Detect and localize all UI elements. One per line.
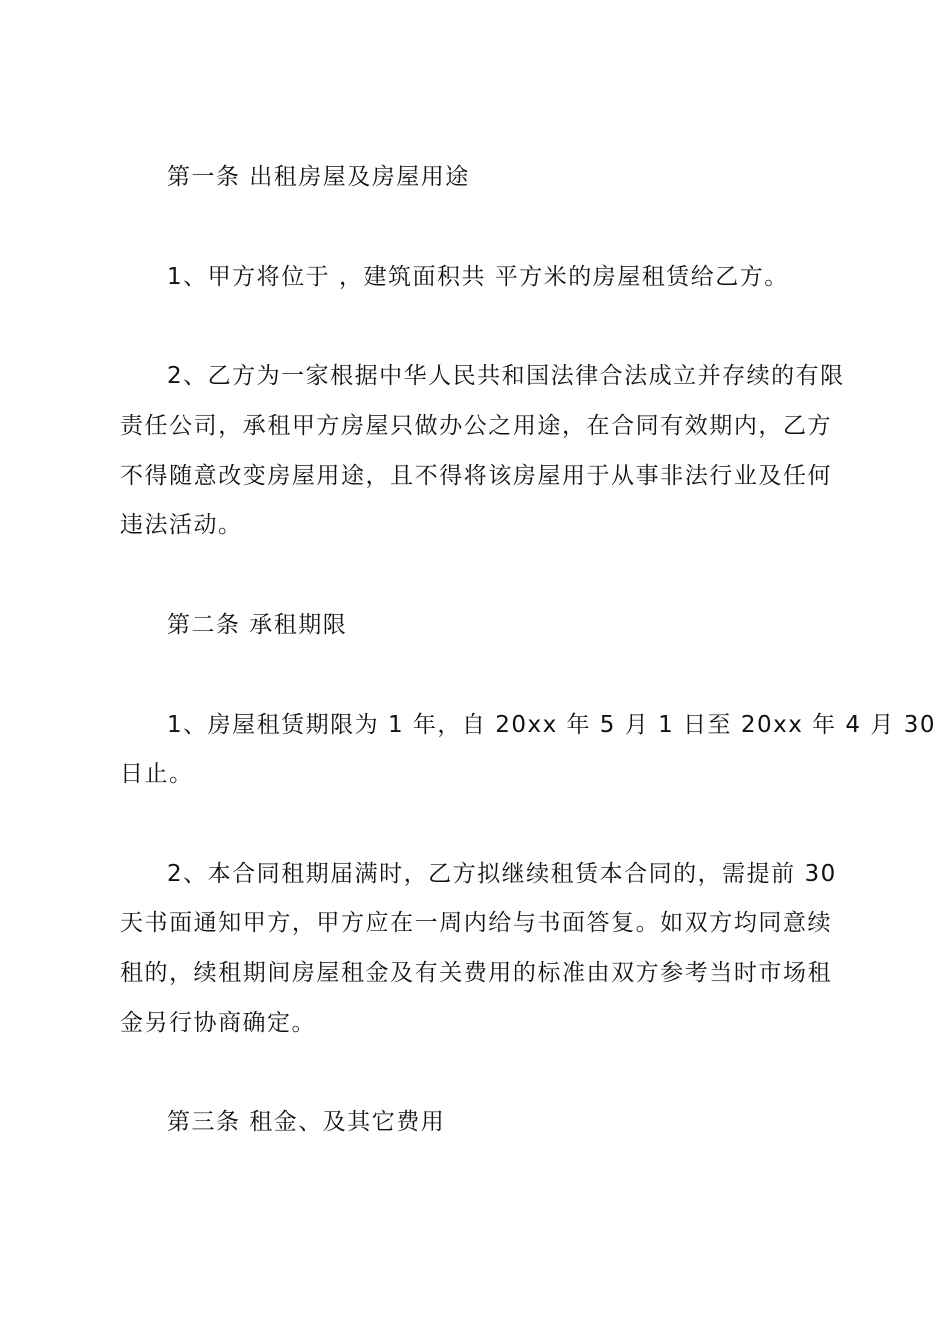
paragraph-line: 2、本合同租期届满时，乙方拟继续租赁本合同的，需提前 30: [167, 861, 837, 887]
paragraph-line: 租的，续租期间房屋租金及有关费用的标准由双方参考当时市场租: [120, 960, 832, 986]
paragraph-line: 金另行协商确定。: [120, 1010, 316, 1036]
paragraph-line: 日止。: [120, 761, 194, 787]
paragraph-line: 责任公司，承租甲方房屋只做办公之用途，在合同有效期内，乙方: [120, 413, 832, 439]
article-1-heading: 第一条 出租房屋及房屋用途: [167, 164, 470, 190]
article-3-heading: 第三条 租金、及其它费用: [167, 1109, 446, 1135]
article-2-heading: 第二条 承租期限: [167, 612, 348, 638]
paragraph-line: 不得随意改变房屋用途，且不得将该房屋用于从事非法行业及任何: [120, 463, 832, 489]
paragraph-line: 违法活动。: [120, 512, 243, 538]
paragraph-line: 2、乙方为一家根据中华人民共和国法律合法成立并存续的有限: [167, 363, 845, 389]
paragraph-line: 1、房屋租赁期限为 1 年，自 20xx 年 5 月 1 日至 20xx 年 4 月 30: [167, 712, 936, 738]
article-1-clause-1: 1、甲方将位于 ，建筑面积共 平方米的房屋租赁给乙方。: [167, 264, 789, 290]
paragraph-line: 天书面通知甲方，甲方应在一周内给与书面答复。如双方均同意续: [120, 910, 832, 936]
